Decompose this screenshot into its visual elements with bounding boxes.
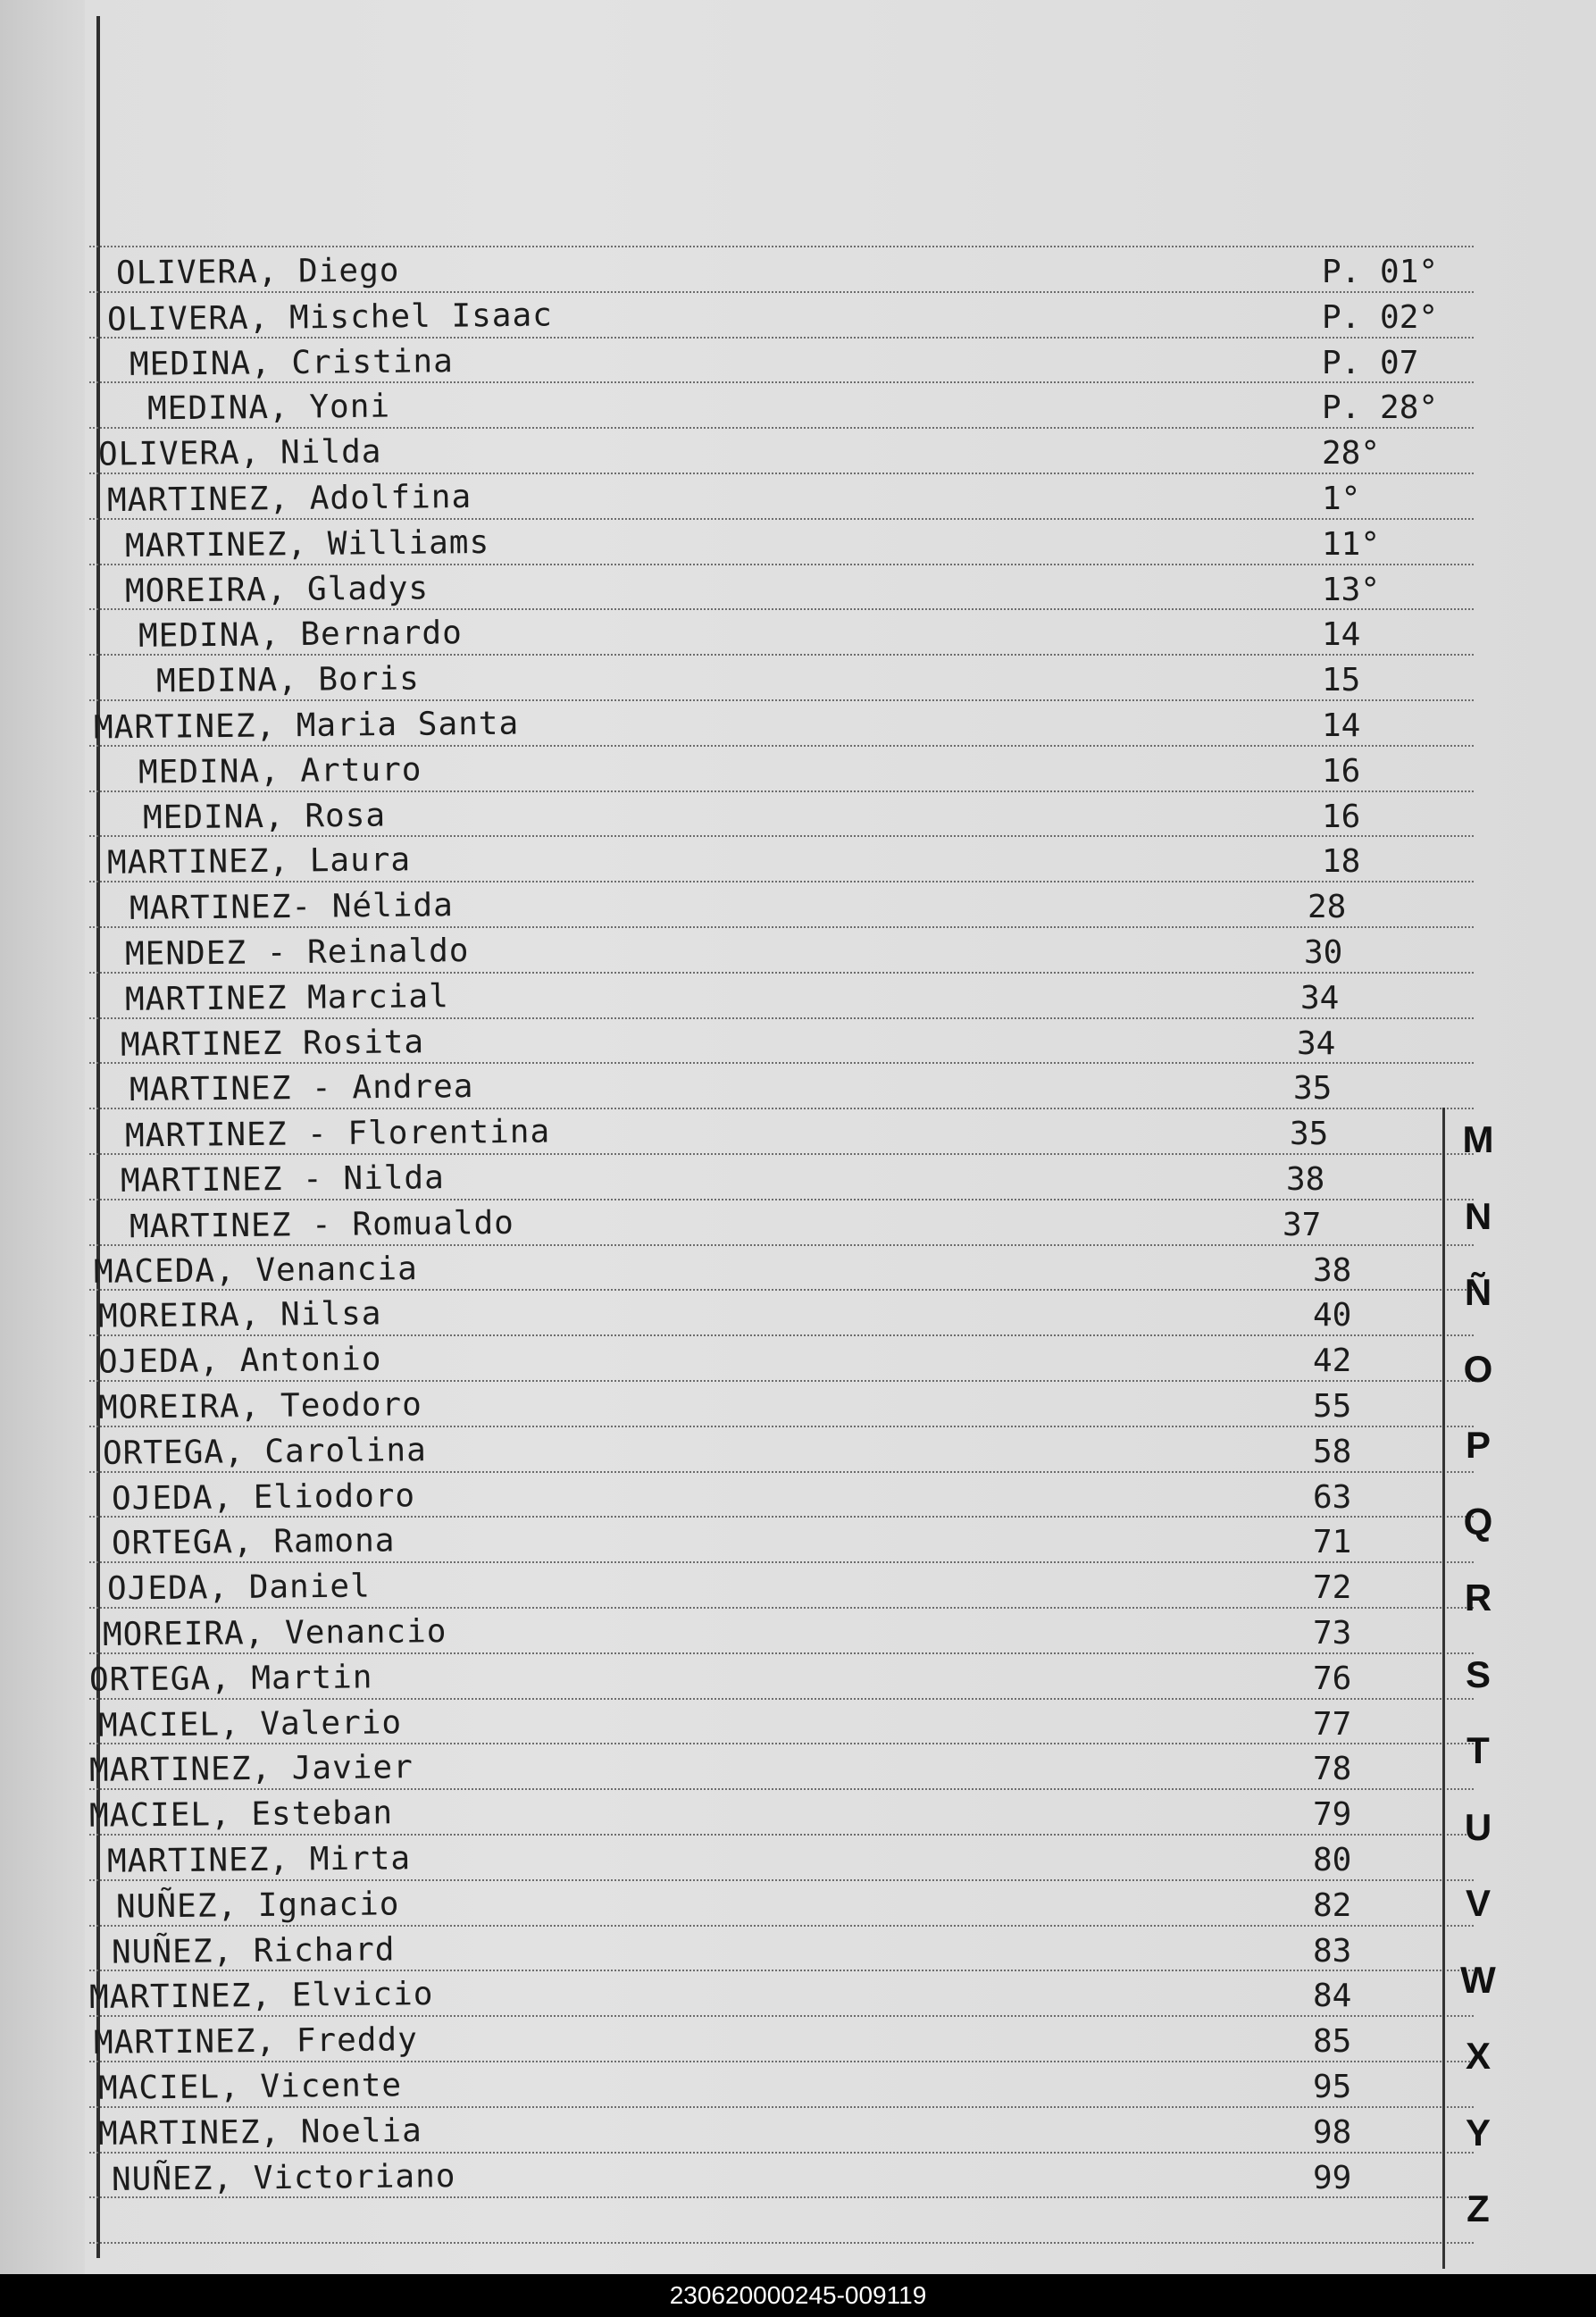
index-row — [0, 977, 1596, 1018]
ruled-line — [89, 2152, 1474, 2154]
index-row — [0, 1840, 1596, 1880]
ruled-line — [89, 1426, 1474, 1427]
ruled-line — [89, 2106, 1474, 2108]
index-row — [0, 1341, 1596, 1381]
ruled-line — [89, 790, 1474, 792]
ruled-line — [89, 2015, 1474, 2017]
index-row — [0, 751, 1596, 791]
entry-page-number: 1° — [1322, 481, 1361, 517]
entry-page-number: 14 — [1322, 707, 1361, 744]
index-row — [0, 1068, 1596, 1109]
index-row — [0, 1794, 1596, 1835]
entry-page-number: 40 — [1313, 1297, 1352, 1334]
index-row — [0, 1159, 1596, 1200]
entry-name: MARTINEZ, Elvicio — [88, 1976, 434, 2017]
entry-name: MEDINA, Cristina — [129, 342, 454, 383]
entry-name: OLIVERA, Diego — [115, 252, 400, 292]
index-row — [0, 2021, 1596, 2062]
ruled-line — [89, 1380, 1474, 1382]
entry-name: MEDINA, Boris — [155, 660, 420, 700]
ruled-line — [89, 1879, 1474, 1881]
index-row — [0, 569, 1596, 610]
entry-name: MARTINEZ, Noelia — [97, 2112, 422, 2153]
index-row — [0, 1612, 1596, 1654]
entry-page-number: 63 — [1313, 1478, 1352, 1516]
ruled-line — [89, 699, 1474, 701]
index-row — [0, 1568, 1596, 1608]
entry-page-number: 11° — [1322, 525, 1381, 563]
index-row — [0, 1431, 1596, 1472]
index-row — [0, 2157, 1596, 2198]
entry-page-number: 82 — [1313, 1886, 1352, 1924]
entry-name: MARTINEZ, Freddy — [93, 2021, 418, 2062]
ruled-line — [89, 1334, 1474, 1336]
scan-id-footer — [0, 2274, 1596, 2317]
alphabet-tab[interactable]: M — [1462, 1118, 1494, 1160]
index-row — [0, 705, 1596, 747]
alphabet-tab[interactable]: W — [1460, 1958, 1496, 2001]
ruled-line — [89, 745, 1474, 747]
entry-name: MACEDA, Venancia — [93, 1250, 418, 1291]
ruled-line — [89, 1561, 1474, 1563]
entry-page-number: 71 — [1313, 1524, 1352, 1561]
index-row — [0, 932, 1596, 974]
ruled-line — [89, 1062, 1474, 1064]
alphabet-tab[interactable]: R — [1464, 1577, 1492, 1619]
entry-name: MARTINEZ, Maria Santa — [93, 705, 520, 747]
index-row — [0, 1749, 1596, 1790]
alphabet-tab[interactable]: S — [1465, 1652, 1491, 1695]
ruled-line — [89, 1698, 1474, 1700]
entry-name: MEDINA, Arturo — [138, 751, 422, 791]
ruled-line — [89, 1607, 1474, 1609]
entry-name: MARTINEZ Rosita — [120, 1023, 425, 1064]
alphabet-tab[interactable]: V — [1465, 1882, 1491, 1924]
ruled-line — [89, 1153, 1474, 1155]
scan-id: 230620000245-009119 — [669, 2281, 927, 2309]
index-row — [0, 523, 1596, 565]
entry-name: MEDINA, Rosa — [142, 797, 387, 837]
index-row — [0, 660, 1596, 700]
entry-name: MARTINEZ, Laura — [106, 841, 412, 882]
ruled-line — [89, 1017, 1474, 1019]
ruled-line — [89, 1471, 1474, 1473]
entry-page-number: 34 — [1300, 979, 1340, 1016]
ruled-line — [89, 2242, 1474, 2244]
index-row — [0, 1659, 1596, 1699]
index-row — [0, 1204, 1596, 1246]
entry-name: OJEDA, Antonio — [97, 1341, 382, 1381]
entry-page-number: 34 — [1297, 1025, 1336, 1062]
ruled-line — [89, 2061, 1474, 2062]
entry-page-number: 16 — [1322, 752, 1361, 790]
entry-name: MOREIRA, Teodoro — [97, 1386, 422, 1426]
ruled-line — [89, 1970, 1474, 1971]
entry-page-number: 18 — [1322, 843, 1361, 881]
alphabet-tab[interactable]: U — [1464, 1805, 1492, 1848]
entry-name: MARTINEZ Marcial — [124, 977, 449, 1018]
entry-name: NUÑEZ, Ignacio — [115, 1886, 400, 1926]
index-row — [0, 1386, 1596, 1426]
ruled-line — [89, 291, 1474, 293]
ruled-line — [89, 246, 1474, 247]
alphabet-tab[interactable]: X — [1465, 2035, 1491, 2077]
entry-page-number: 79 — [1313, 1796, 1352, 1834]
entry-name: NUÑEZ, Victoriano — [111, 2157, 456, 2198]
entry-name: MENDEZ - Reinaldo — [124, 932, 470, 974]
alphabet-tab[interactable]: P — [1465, 1424, 1491, 1466]
entry-name: NUÑEZ, Richard — [111, 1930, 396, 1971]
entry-page-number: 28 — [1308, 889, 1347, 926]
ruled-line — [89, 564, 1474, 565]
entry-name: MARTINEZ - Romualdo — [129, 1204, 515, 1246]
entry-page-number: 76 — [1313, 1660, 1352, 1697]
entry-page-number: 55 — [1313, 1388, 1352, 1425]
index-row — [0, 1886, 1596, 1926]
ruled-line — [89, 1516, 1474, 1518]
index-row — [0, 433, 1596, 473]
index-row — [0, 1976, 1596, 2017]
index-row — [0, 887, 1596, 928]
index-row — [0, 342, 1596, 383]
entry-name: MARTINEZ, Adolfina — [106, 478, 472, 520]
index-row — [0, 1930, 1596, 1971]
ruled-line — [89, 381, 1474, 383]
alphabet-tab[interactable]: Y — [1465, 2111, 1491, 2154]
entry-name: MEDINA, Bernardo — [138, 615, 463, 656]
alphabet-tab[interactable]: T — [1466, 1729, 1490, 1771]
entry-name: MOREIRA, Gladys — [124, 569, 430, 610]
entry-page-number: 77 — [1313, 1705, 1352, 1743]
ruled-line — [89, 1743, 1474, 1744]
entry-page-number: 99 — [1313, 2159, 1352, 2196]
entry-name: ORTEGA, Ramona — [111, 1522, 396, 1563]
entry-name: OJEDA, Daniel — [106, 1568, 371, 1608]
index-row — [0, 797, 1596, 837]
entry-name: ORTEGA, Carolina — [102, 1431, 427, 1472]
ruled-line — [89, 473, 1474, 474]
entry-name: MACIEL, Esteban — [88, 1794, 394, 1835]
entry-page-number: 84 — [1313, 1978, 1352, 2015]
entry-page-number: 72 — [1313, 1569, 1352, 1607]
entry-page-number: 13° — [1322, 571, 1381, 608]
index-row — [0, 1250, 1596, 1291]
entry-name: MACIEL, Valerio — [97, 1703, 403, 1744]
entry-page-number: 37 — [1283, 1206, 1322, 1243]
entry-page-number: 14 — [1322, 616, 1361, 654]
entry-page-number: 35 — [1293, 1070, 1333, 1108]
ruled-line — [89, 926, 1474, 928]
entry-page-number: 73 — [1313, 1615, 1352, 1652]
index-row — [0, 1023, 1596, 1064]
entry-page-number: 16 — [1322, 798, 1361, 835]
index-row — [0, 1703, 1596, 1744]
entry-name: OLIVERA, Mischel Isaac — [106, 297, 554, 339]
ruled-line — [89, 1925, 1474, 1927]
entry-page-number: 78 — [1313, 1751, 1352, 1788]
index-row — [0, 2112, 1596, 2153]
index-row — [0, 1522, 1596, 1563]
entry-page-number: 80 — [1313, 1842, 1352, 1878]
ruled-line — [89, 835, 1474, 837]
ruled-line — [89, 1108, 1474, 1109]
index-row — [0, 1113, 1596, 1155]
entry-page-number: 30 — [1304, 934, 1343, 971]
entry-page-number: 42 — [1313, 1343, 1352, 1380]
ruled-line — [89, 2196, 1474, 2198]
entry-page-number: 95 — [1313, 2069, 1352, 2105]
ruled-line — [89, 1834, 1474, 1836]
entry-page-number: 38 — [1286, 1161, 1325, 1198]
entry-page-number: P. 01° — [1322, 254, 1439, 290]
entry-name: MARTINEZ - Andrea — [129, 1068, 474, 1109]
entry-name: MOREIRA, Venancio — [102, 1612, 447, 1654]
ruled-line — [89, 1199, 1474, 1200]
alphabet-tab[interactable]: Z — [1466, 2187, 1490, 2229]
index-row — [0, 2067, 1596, 2107]
entry-name: OJEDA, Eliodoro — [111, 1476, 416, 1518]
ruled-line — [89, 427, 1474, 429]
alphabet-tabs — [1447, 1115, 1509, 2261]
alphabet-tab[interactable]: N — [1464, 1194, 1492, 1237]
ruled-line — [89, 608, 1474, 610]
entry-name: MARTINEZ, Williams — [124, 523, 490, 565]
index-row — [0, 1295, 1596, 1336]
entry-name: MARTINEZ - Florentina — [124, 1113, 551, 1155]
ruled-line — [89, 337, 1474, 339]
index-row — [0, 1476, 1596, 1518]
entry-page-number: 28° — [1322, 435, 1381, 473]
index-row — [0, 252, 1596, 292]
entry-page-number: 38 — [1313, 1251, 1352, 1289]
entry-name: MARTINEZ- Nélida — [129, 887, 454, 928]
index-row — [0, 615, 1596, 656]
entry-name: MARTINEZ - Nilda — [120, 1159, 445, 1200]
entry-page-number: P. 28° — [1322, 389, 1439, 427]
entry-name: MARTINEZ, Mirta — [106, 1840, 412, 1880]
index-row — [0, 297, 1596, 339]
index-row — [0, 841, 1596, 882]
entry-name: MARTINEZ, Javier — [88, 1749, 414, 1790]
alphabet-tab[interactable]: Q — [1463, 1500, 1493, 1543]
ruled-line — [89, 972, 1474, 974]
entry-page-number: 15 — [1322, 662, 1361, 699]
entry-page-number: P. 07 — [1322, 344, 1419, 381]
index-row — [0, 388, 1596, 428]
alphabet-tab-edge — [1442, 1108, 1445, 2269]
alphabet-tab[interactable]: Ñ — [1464, 1271, 1492, 1313]
entry-name: MEDINA, Yoni — [146, 388, 391, 428]
entry-page-number: 98 — [1313, 2113, 1352, 2151]
entry-name: ORTEGA, Martin — [88, 1659, 373, 1699]
entry-page-number: 83 — [1313, 1932, 1352, 1970]
index-row — [0, 478, 1596, 520]
ruled-line — [89, 881, 1474, 882]
entry-page-number: 58 — [1313, 1433, 1352, 1470]
ruled-line — [89, 654, 1474, 656]
ruled-line — [89, 1244, 1474, 1246]
entry-page-number: 85 — [1313, 2023, 1352, 2061]
entry-name: MOREIRA, Nilsa — [97, 1295, 382, 1336]
ruled-line — [89, 1652, 1474, 1654]
ruled-line — [89, 518, 1474, 520]
ruled-line — [89, 1289, 1474, 1291]
ruled-line — [89, 1788, 1474, 1790]
alphabet-tab[interactable]: O — [1463, 1347, 1493, 1390]
entry-page-number: 35 — [1290, 1116, 1329, 1153]
entry-page-number: P. 02° — [1322, 298, 1439, 336]
entry-name: MACIEL, Vicente — [97, 2067, 403, 2107]
entry-name: OLIVERA, Nilda — [97, 433, 382, 473]
